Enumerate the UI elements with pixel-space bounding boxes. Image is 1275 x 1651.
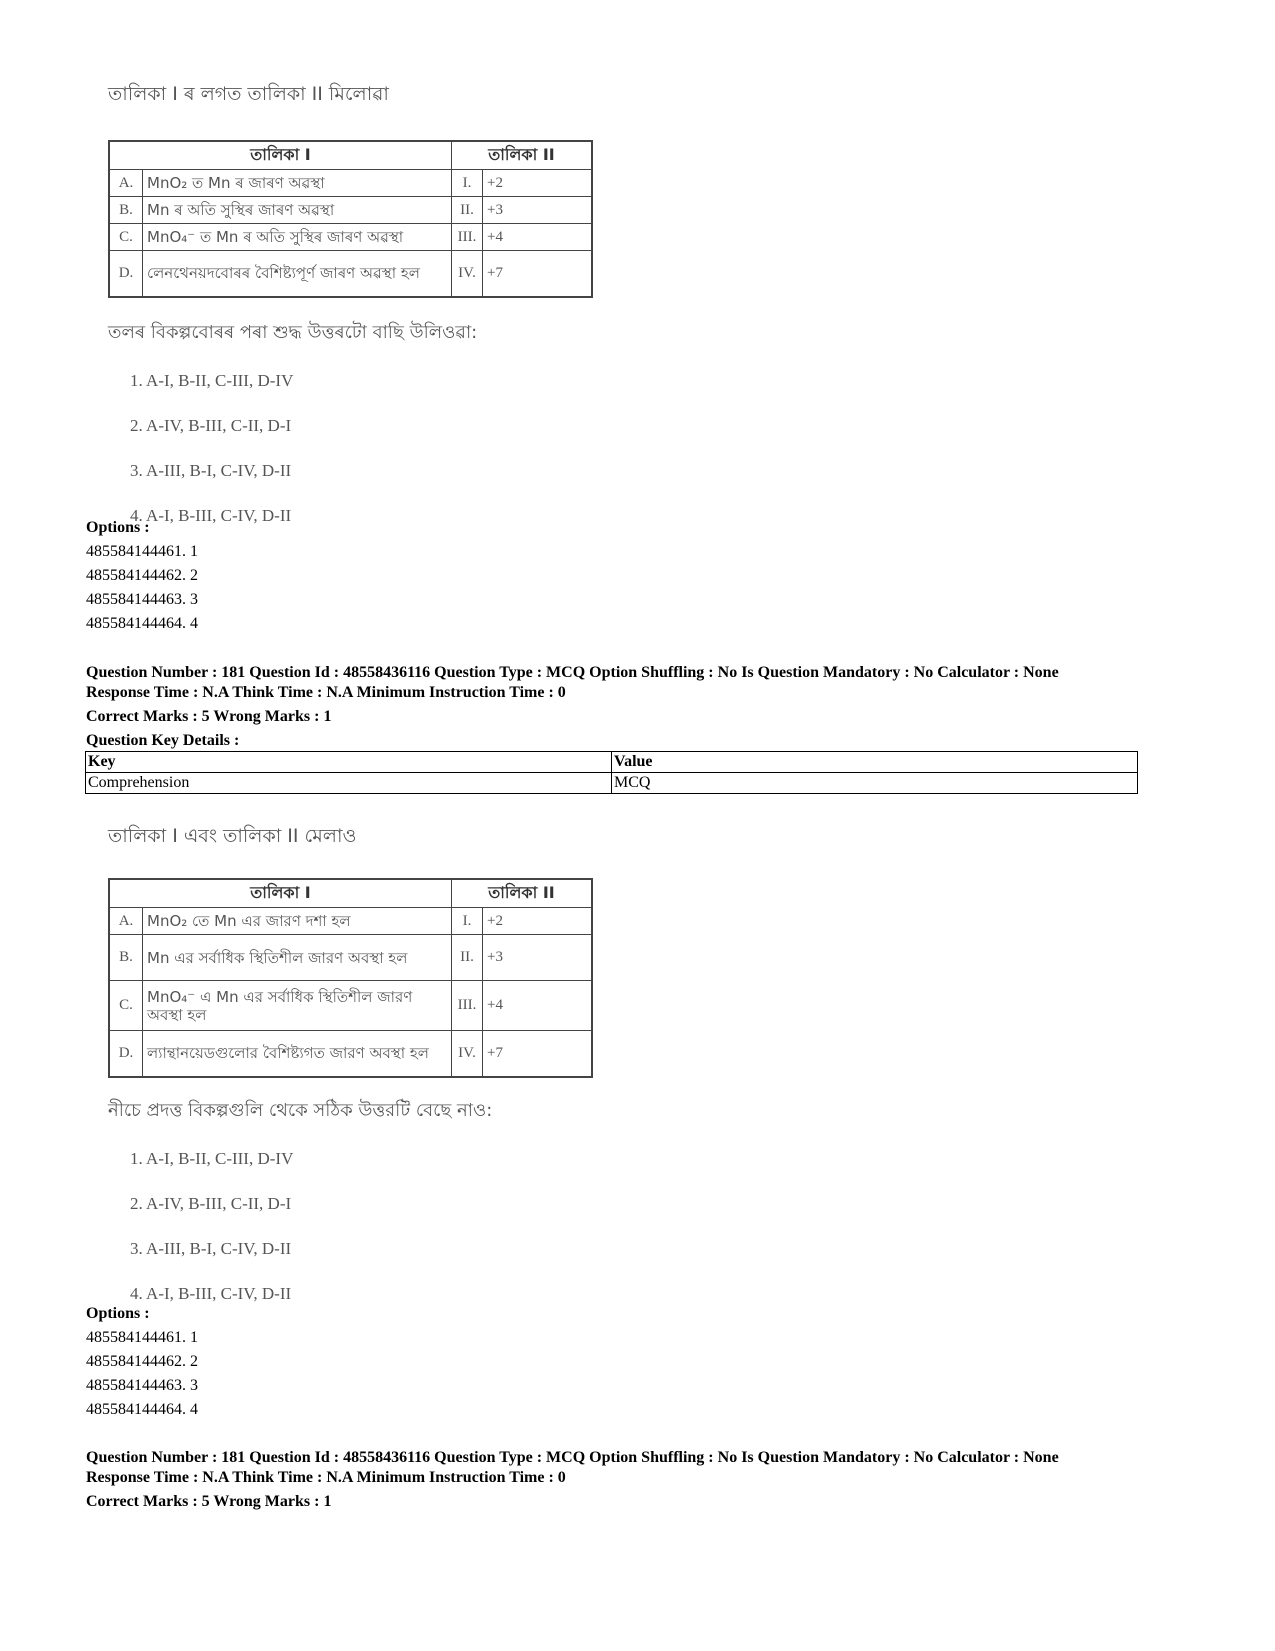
question-meta-line: Question Number : 181 Question Id : 48558436116 Question Type : MCQ Option Shuffling : No Is Question Mandatory : No Calculator : None (86, 664, 1059, 681)
question-marks-line: Correct Marks : 5 Wrong Marks : 1 (86, 708, 332, 725)
option-item: 485584144464. 4 (86, 1401, 198, 1418)
choice-item: 1. A-I, B-II, C-III, D-IV (130, 370, 294, 390)
choice-item: 4. A-I, B-III, C-IV, D-II (130, 505, 292, 525)
row-value: +4 (483, 981, 593, 1031)
option-item: 485584144461. 1 (86, 543, 198, 560)
question-2-image (108, 822, 593, 1329)
row-roman: I. (452, 908, 483, 935)
row-letter: C. (109, 224, 143, 251)
question-marks-line: Correct Marks : 5 Wrong Marks : 1 (86, 1493, 332, 1510)
question-timing-line: Response Time : N.A Think Time : N.A Minimum Instruction Time : 0 (86, 684, 566, 701)
question-key-details-label: Question Key Details : (86, 732, 240, 749)
option-item: 485584144461. 1 (86, 1329, 198, 1346)
row-letter: A. (109, 908, 143, 935)
row-roman: III. (452, 224, 483, 251)
row-letter: C. (109, 981, 143, 1031)
row-value: +3 (483, 197, 593, 224)
match-table-2 (108, 878, 593, 1078)
table-row (109, 935, 592, 981)
option-item: 485584144462. 2 (86, 567, 198, 584)
row-roman: II. (452, 197, 483, 224)
table-2-col2-header: তালিকা II (452, 879, 593, 908)
match-table-1 (108, 140, 593, 298)
choice-item: 3. A-III, B-I, C-IV, D-II (130, 1238, 292, 1258)
option-item: 485584144462. 2 (86, 1353, 198, 1370)
row-letter: B. (109, 935, 143, 981)
row-roman: III. (452, 981, 483, 1031)
question-2-heading: তালিকা I এবং তালিকা II মেলাও (108, 825, 357, 847)
choice-item: 2. A-IV, B-III, C-II, D-I (130, 415, 292, 435)
table-row (109, 908, 592, 935)
question-info-1 (86, 663, 1236, 751)
row-value: +7 (483, 1031, 593, 1077)
question-2-instruction: নীচে প্রদত্ত বিকল্পগুলি থেকে সঠিক উত্তরটি বেছে নাও: (108, 1099, 493, 1121)
row-text: MnO₂ ত Mn ৰ জাৰণ অৱস্থা (143, 170, 452, 197)
row-text: লেনথেনয়দবোৰৰ বৈশিষ্ট্যপূৰ্ণ জাৰণ অৱস্থা হল (143, 251, 452, 297)
options-label: Options : (86, 1305, 150, 1322)
key-details-table (85, 751, 1138, 794)
row-letter: D. (109, 1031, 143, 1077)
option-item: 485584144464. 4 (86, 615, 198, 632)
question-1-instruction: তলৰ বিকল্পবোৰৰ পৰা শুদ্ধ উত্তৰটো বাছি উলিওৱা: (108, 321, 478, 343)
choice-item: 3. A-III, B-I, C-IV, D-II (130, 460, 292, 480)
row-letter: A. (109, 170, 143, 197)
question-1-image (108, 80, 593, 551)
question-info-2 (86, 1448, 1236, 1512)
row-text: ল্যান্থানয়েডগুলোর বৈশিষ্ট্যগত জারণ অবস্থা হল (143, 1031, 452, 1077)
table-row (109, 1031, 592, 1077)
choice-item: 4. A-I, B-III, C-IV, D-II (130, 1283, 292, 1303)
option-item: 485584144463. 3 (86, 1377, 198, 1394)
table-row (109, 981, 592, 1031)
question-1-choices (130, 371, 593, 551)
options-label: Options : (86, 519, 150, 536)
key-header: Key (86, 752, 612, 773)
table-header-row (86, 752, 1138, 773)
table-row (109, 224, 592, 251)
row-value: +2 (483, 908, 593, 935)
value-header: Value (612, 752, 1138, 773)
table-2-col1-header: তালিকা I (109, 879, 452, 908)
row-value: +7 (483, 251, 593, 297)
row-letter: D. (109, 251, 143, 297)
row-roman: I. (452, 170, 483, 197)
row-value: +4 (483, 224, 593, 251)
row-roman: IV. (452, 251, 483, 297)
question-1-heading: তালিকা I ৰ লগত তালিকা II মিলোৱা (108, 83, 389, 105)
options-block-2 (86, 1304, 198, 1422)
row-text: Mn ৰ অতি সুস্থিৰ জাৰণ অৱস্থা (143, 197, 452, 224)
table-row (109, 197, 592, 224)
key-cell: Comprehension (86, 773, 612, 794)
question-meta-line: Question Number : 181 Question Id : 48558436116 Question Type : MCQ Option Shuffling : No Is Question Mandatory : No Calculator : None (86, 1449, 1059, 1466)
choice-item: 2. A-IV, B-III, C-II, D-I (130, 1193, 292, 1213)
row-roman: IV. (452, 1031, 483, 1077)
row-text: Mn এর সর্বাধিক স্থিতিশীল জারণ অবস্থা হল (143, 935, 452, 981)
table-row (86, 773, 1138, 794)
row-value: +2 (483, 170, 593, 197)
table-1-col1-header: তালিকা I (109, 141, 452, 170)
table-row (109, 251, 592, 297)
row-value: +3 (483, 935, 593, 981)
question-2-choices (130, 1149, 593, 1329)
row-text: MnO₄⁻ ত Mn ৰ অতি সুস্থিৰ জাৰণ অৱস্থা (143, 224, 452, 251)
table-row (109, 170, 592, 197)
key-details-table-wrap (85, 751, 1138, 794)
row-letter: B. (109, 197, 143, 224)
row-text: MnO₂ তে Mn এর জারণ দশা হল (143, 908, 452, 935)
value-cell: MCQ (612, 773, 1138, 794)
options-block-1 (86, 518, 198, 636)
row-text: MnO₄⁻ এ Mn এর সর্বাধিক স্থিতিশীল জারণ অবস্থা হল (143, 981, 452, 1031)
row-roman: II. (452, 935, 483, 981)
question-timing-line: Response Time : N.A Think Time : N.A Minimum Instruction Time : 0 (86, 1469, 566, 1486)
option-item: 485584144463. 3 (86, 591, 198, 608)
table-1-col2-header: তালিকা II (452, 141, 593, 170)
choice-item: 1. A-I, B-II, C-III, D-IV (130, 1148, 294, 1168)
